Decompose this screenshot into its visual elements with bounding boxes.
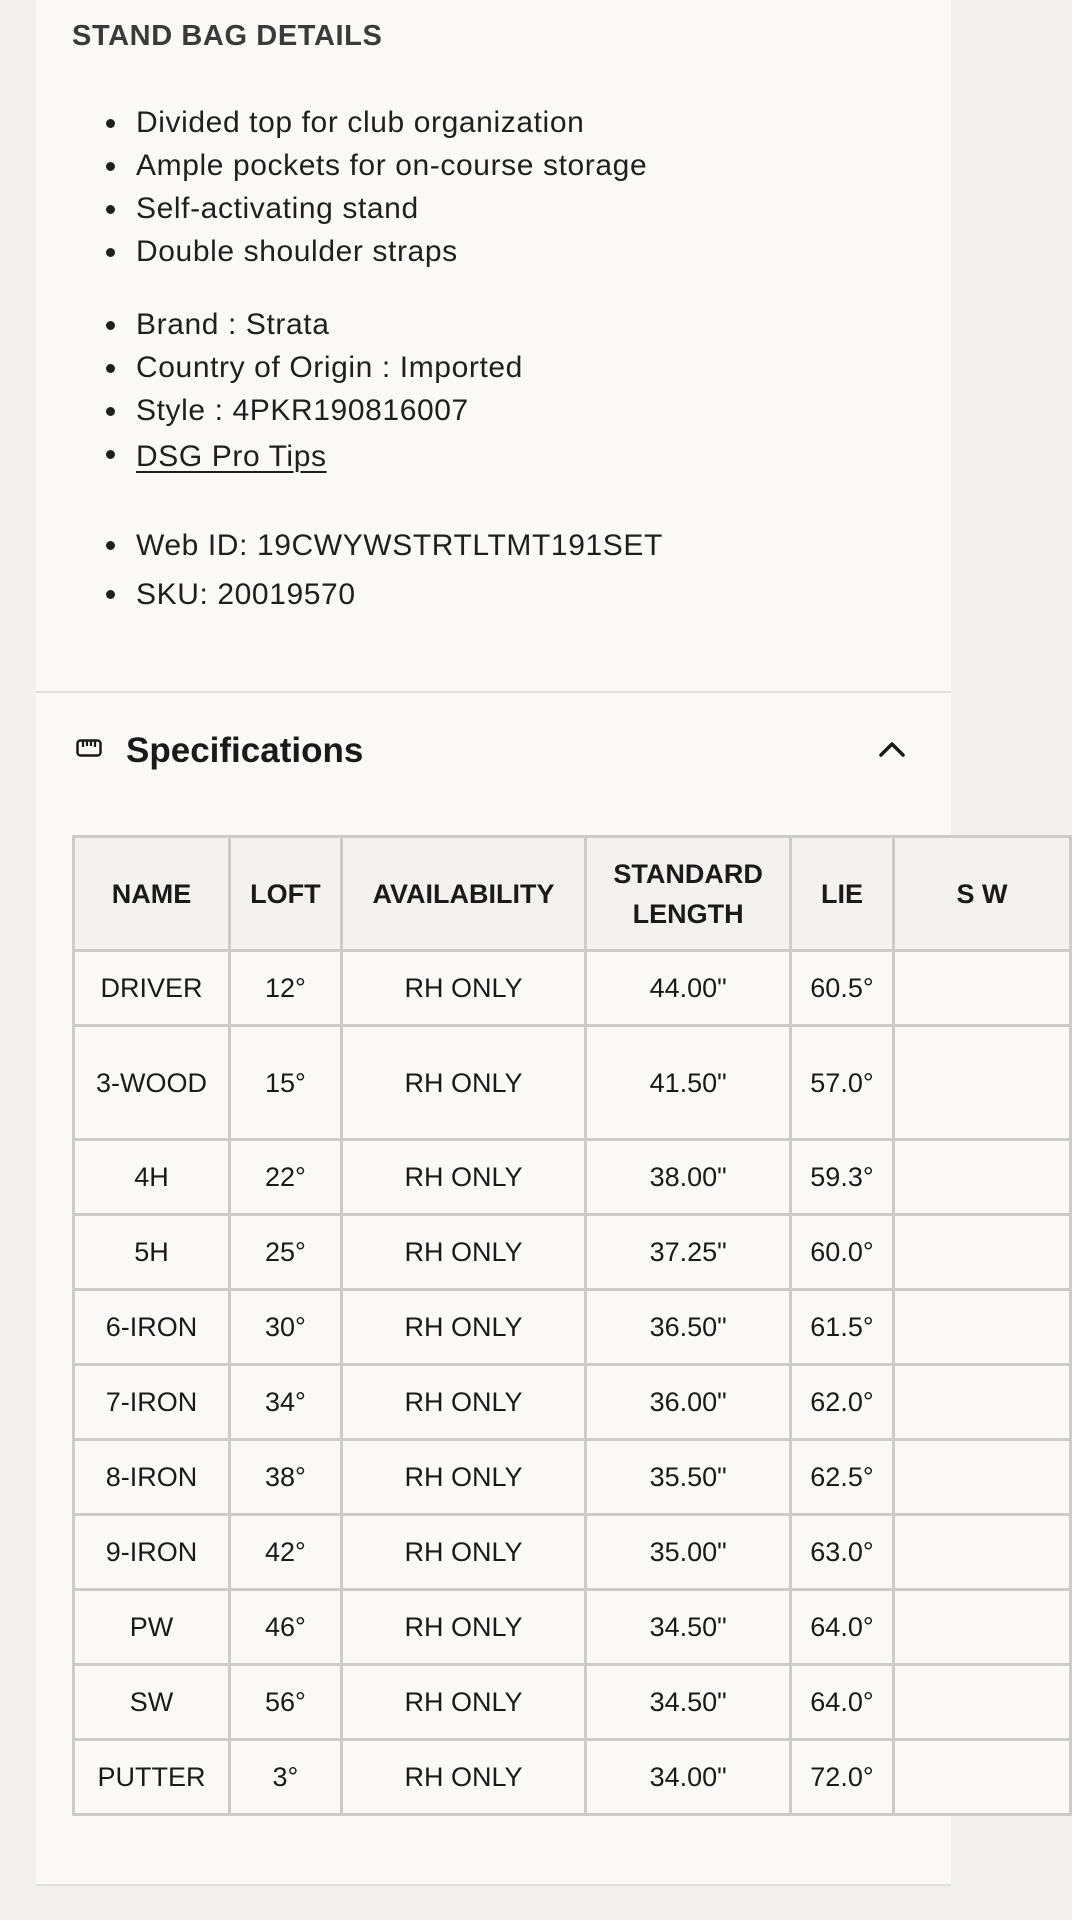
cell-length: 35.00" <box>586 1515 791 1590</box>
cell-partial <box>893 1026 1070 1140</box>
table-row <box>74 1215 1071 1290</box>
cell-partial <box>893 1590 1070 1665</box>
cell-partial <box>893 1740 1070 1815</box>
cell-loft: 46° <box>230 1590 342 1665</box>
cell-name: 5H <box>74 1215 230 1290</box>
cell-lie: 59.3° <box>791 1140 894 1215</box>
column-header-standard-length: STANDARD LENGTH <box>586 837 791 951</box>
cell-length: 34.50" <box>586 1665 791 1740</box>
cell-name: 7-IRON <box>74 1365 230 1440</box>
column-header-lie: LIE <box>791 837 894 951</box>
attributes-list <box>136 303 523 481</box>
cell-name: 6-IRON <box>74 1290 230 1365</box>
cell-loft: 3° <box>230 1740 342 1815</box>
cell-availability: RH ONLY <box>341 1740 586 1815</box>
table-row <box>74 1515 1071 1590</box>
table-row <box>74 1740 1071 1815</box>
cell-lie: 62.0° <box>791 1365 894 1440</box>
cell-partial <box>893 1440 1070 1515</box>
cell-lie: 60.5° <box>791 951 894 1026</box>
cell-partial <box>893 1290 1070 1365</box>
specifications-table <box>72 835 1072 1816</box>
web-id: Web ID: 19CWYWSTRTLTMT191SET <box>136 521 663 570</box>
cell-lie: 57.0° <box>791 1026 894 1140</box>
cell-loft: 34° <box>230 1365 342 1440</box>
stand-bag-details-heading: STAND BAG DETAILS <box>72 20 383 52</box>
cell-partial <box>893 1365 1070 1440</box>
cell-length: 34.50" <box>586 1590 791 1665</box>
cell-length: 37.25" <box>586 1215 791 1290</box>
table-row <box>74 951 1071 1026</box>
cell-availability: RH ONLY <box>341 1590 586 1665</box>
cell-loft: 38° <box>230 1440 342 1515</box>
cell-lie: 63.0° <box>791 1515 894 1590</box>
cell-loft: 56° <box>230 1665 342 1740</box>
table-row <box>74 1290 1071 1365</box>
cell-availability: RH ONLY <box>341 1215 586 1290</box>
cell-name: SW <box>74 1665 230 1740</box>
sku: SKU: 20019570 <box>136 570 663 619</box>
list-item: Self-activating stand <box>136 187 647 230</box>
column-header-partial: S W <box>893 837 1070 951</box>
product-details-card <box>36 0 1008 1886</box>
list-item: Ample pockets for on-course storage <box>136 144 647 187</box>
cell-lie: 72.0° <box>791 1740 894 1815</box>
cell-loft: 12° <box>230 951 342 1026</box>
brand-attribute: Brand : Strata <box>136 303 523 346</box>
cell-name: DRIVER <box>74 951 230 1026</box>
cell-loft: 42° <box>230 1515 342 1590</box>
column-header-loft: LOFT <box>230 837 342 951</box>
style-attribute: Style : 4PKR190816007 <box>136 389 523 432</box>
cell-length: 41.50" <box>586 1026 791 1140</box>
cell-length: 38.00" <box>586 1140 791 1215</box>
table-header-row <box>74 837 1071 951</box>
cell-name: 3-WOOD <box>74 1026 230 1140</box>
cell-partial <box>893 1215 1070 1290</box>
origin-attribute: Country of Origin : Imported <box>136 346 523 389</box>
features-list <box>136 101 647 273</box>
chevron-up-icon[interactable] <box>872 729 912 769</box>
ruler-icon <box>76 739 102 757</box>
cell-availability: RH ONLY <box>341 1026 586 1140</box>
cell-name: 8-IRON <box>74 1440 230 1515</box>
cell-availability: RH ONLY <box>341 1665 586 1740</box>
cell-length: 34.00" <box>586 1740 791 1815</box>
specifications-accordion-header[interactable] <box>36 693 951 813</box>
cell-availability: RH ONLY <box>341 951 586 1026</box>
column-header-name: NAME <box>74 837 230 951</box>
cell-loft: 25° <box>230 1215 342 1290</box>
cell-length: 35.50" <box>586 1440 791 1515</box>
table-row <box>74 1440 1071 1515</box>
table-row <box>74 1665 1071 1740</box>
cell-name: PW <box>74 1590 230 1665</box>
list-item: Double shoulder straps <box>136 230 647 273</box>
cell-partial <box>893 951 1070 1026</box>
cell-length: 36.00" <box>586 1365 791 1440</box>
cell-lie: 64.0° <box>791 1665 894 1740</box>
cell-name: 9-IRON <box>74 1515 230 1590</box>
cell-availability: RH ONLY <box>341 1365 586 1440</box>
cell-length: 36.50" <box>586 1290 791 1365</box>
cell-lie: 60.0° <box>791 1215 894 1290</box>
table-row <box>74 1590 1071 1665</box>
cell-availability: RH ONLY <box>341 1290 586 1365</box>
cell-partial <box>893 1665 1070 1740</box>
cell-lie: 61.5° <box>791 1290 894 1365</box>
cell-partial <box>893 1140 1070 1215</box>
cell-loft: 22° <box>230 1140 342 1215</box>
pro-tips-item <box>136 432 523 481</box>
cell-loft: 15° <box>230 1026 342 1140</box>
cell-availability: RH ONLY <box>341 1140 586 1215</box>
table-row <box>74 1026 1071 1140</box>
cell-name: 4H <box>74 1140 230 1215</box>
specifications-title: Specifications <box>126 731 364 770</box>
cell-lie: 62.5° <box>791 1440 894 1515</box>
specifications-table-scroll[interactable] <box>72 835 1008 1850</box>
cell-lie: 64.0° <box>791 1590 894 1665</box>
list-item: Divided top for club organization <box>136 101 647 144</box>
cell-name: PUTTER <box>74 1740 230 1815</box>
dsg-pro-tips-link[interactable]: DSG Pro Tips <box>136 440 327 473</box>
table-row <box>74 1140 1071 1215</box>
table-row <box>74 1365 1071 1440</box>
ids-list <box>136 521 663 619</box>
cell-availability: RH ONLY <box>341 1440 586 1515</box>
cell-length: 44.00" <box>586 951 791 1026</box>
cell-partial <box>893 1515 1070 1590</box>
cell-loft: 30° <box>230 1290 342 1365</box>
column-header-availability: AVAILABILITY <box>341 837 586 951</box>
cell-availability: RH ONLY <box>341 1515 586 1590</box>
